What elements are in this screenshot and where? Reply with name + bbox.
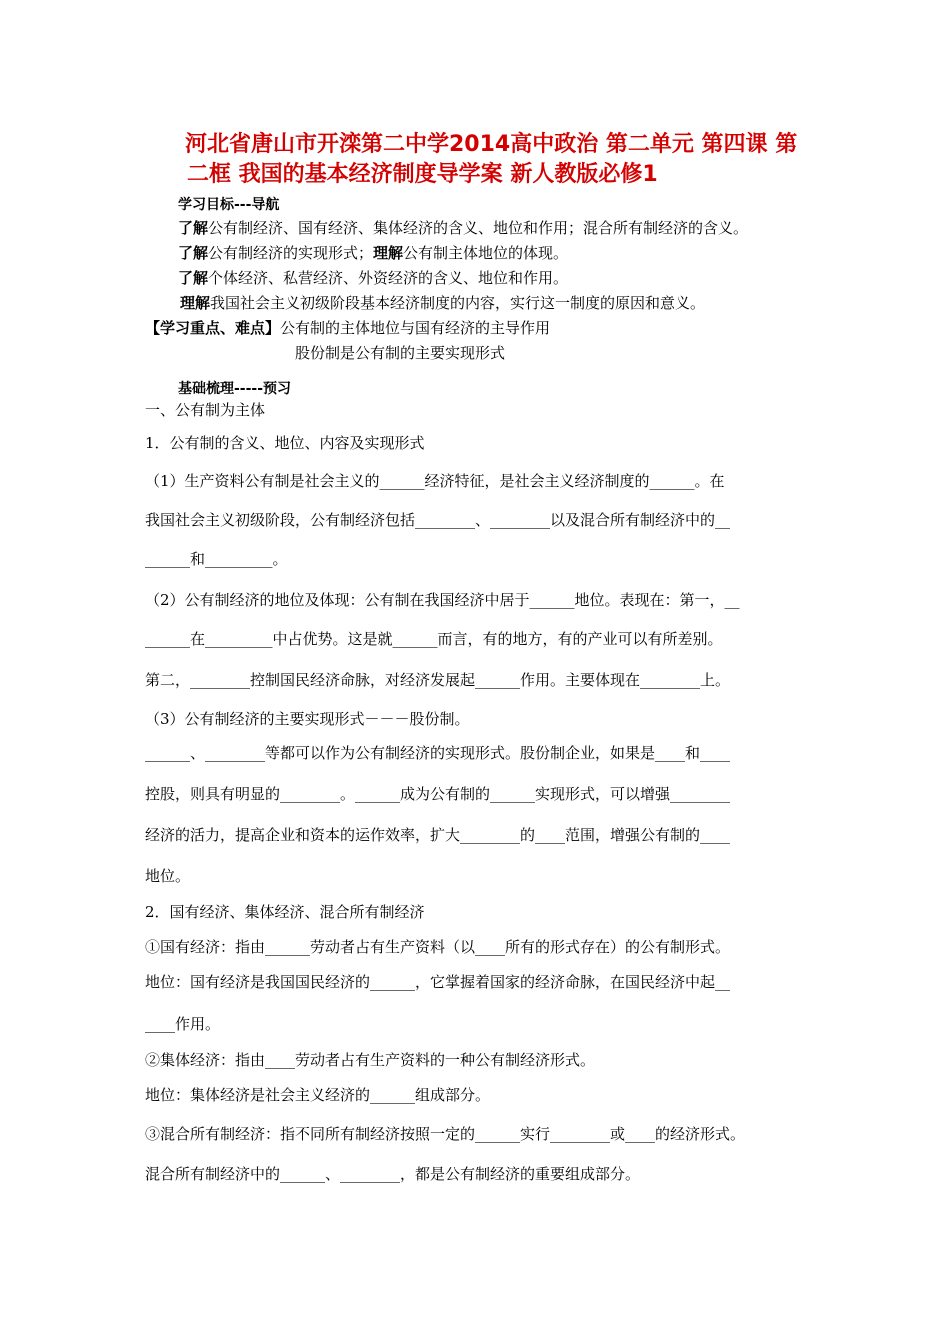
document-title-line-1: 河北省唐山市开滦第二中学2014高中政治 第二单元 第四课 第 xyxy=(185,132,798,157)
keypoints-text: 公有制的主体地位与国有经济的主导作用 xyxy=(280,319,551,337)
goal-item-3 xyxy=(178,268,568,288)
text-line: ②集体经济：指由____劳动者占有生产资料的一种公有制经济形式。 xyxy=(145,1051,596,1069)
text-line: 第二，________控制国民经济命脉，对经济发展起______作用。主要体现在________上。 xyxy=(145,671,731,689)
text-line: ______、________等都可以作为公有制经济的实现形式。股份制企业，如果是____和____ xyxy=(145,744,731,762)
text-line: 混合所有制经济中的______、________，都是公有制经济的重要组成部分。 xyxy=(145,1165,641,1183)
text-line: 地位。 xyxy=(145,867,191,885)
document-title-line-2: 二框 我国的基本经济制度导学案 新人教版必修1 xyxy=(187,162,658,187)
goal-keyword: 了解 xyxy=(178,219,209,237)
goal-text: 公有制主体地位的体现。 xyxy=(403,244,569,262)
text-line: 地位：集体经济是社会主义经济的______组成部分。 xyxy=(145,1086,491,1104)
text-line: ①国有经济：指由______劳动者占有生产资料（以____所有的形式存在）的公有制形式。 xyxy=(145,938,731,956)
goal-item-2 xyxy=(178,243,568,263)
goal-text: 公有制经济的实现形式； xyxy=(208,244,374,262)
goal-keyword: 了解 xyxy=(178,244,209,262)
text-line: ______在_________中占优势。这是就______而言，有的地方，有的产业可以有所差别。 xyxy=(145,630,723,648)
goal-item-4 xyxy=(180,293,705,313)
goal-keyword: 理解 xyxy=(373,244,404,262)
goals-heading: 学习目标---导航 xyxy=(178,197,280,213)
keypoints-line-2: 股份制是公有制的主要实现形式 xyxy=(295,344,506,362)
goal-text: 我国社会主义初级阶段基本经济制度的内容，实行这一制度的原因和意义。 xyxy=(210,294,706,312)
text-line: ______和_________。 xyxy=(145,550,288,568)
subsection-heading: 2．国有经济、集体经济、混合所有制经济 xyxy=(145,903,425,921)
text-line: 控股，则具有明显的________。______成为公有制的______实现形式，可以增强________ xyxy=(145,785,731,803)
subsection-heading: 1．公有制的含义、地位、内容及实现形式 xyxy=(145,434,425,452)
goal-item-1 xyxy=(178,218,748,238)
text-line: （1）生产资料公有制是社会主义的______经济特征，是社会主义经济制度的______。在 xyxy=(145,472,725,490)
text-line: （2）公有制经济的地位及体现：公有制在我国经济中居于______地位。表现在：第一，__ xyxy=(145,591,740,609)
text-line: （3）公有制经济的主要实现形式－－－股份制。 xyxy=(145,710,470,728)
keypoints-label: 【学习重点、难点】 xyxy=(145,319,281,337)
goal-text: 公有制经济、国有经济、集体经济的含义、地位和作用；混合所有制经济的含义。 xyxy=(208,219,749,237)
goal-text: 个体经济、私营经济、外资经济的含义、地位和作用。 xyxy=(208,269,569,287)
text-line: 经济的活力，提高企业和资本的运作效率，扩大________的____范围，增强公有制的____ xyxy=(145,826,731,844)
goal-keyword: 理解 xyxy=(180,294,211,312)
text-line: 地位：国有经济是我国国民经济的______，它掌握着国家的经济命脉，在国民经济中起__ xyxy=(145,973,731,991)
text-line: 我国社会主义初级阶段，公有制经济包括________、________以及混合所有制经济中的__ xyxy=(145,511,731,529)
review-heading: 基础梳理-----预习 xyxy=(178,381,292,397)
keypoints-line-1 xyxy=(145,318,550,338)
text-line: ③混合所有制经济：指不同所有制经济按照一定的______实行________或____的经济形式。 xyxy=(145,1125,746,1143)
section-heading: 一、公有制为主体 xyxy=(145,401,266,419)
goal-keyword: 了解 xyxy=(178,269,209,287)
text-line: ____作用。 xyxy=(145,1015,221,1033)
